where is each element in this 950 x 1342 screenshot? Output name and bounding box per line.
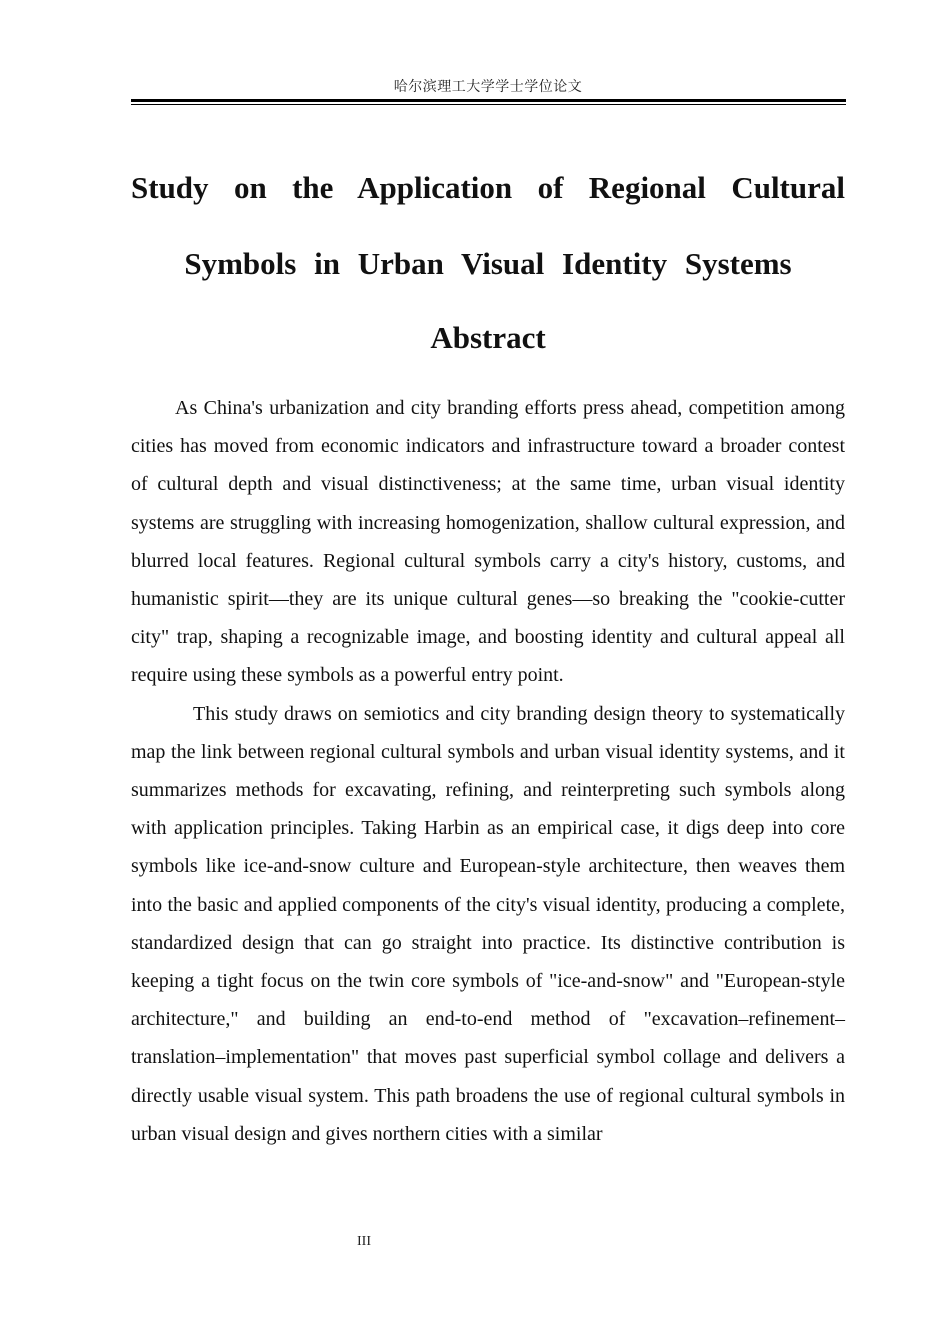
abstract-paragraph-2: This study draws on semiotics and city branding design theory to systematically map the link between regional cultural symbols and urban visual identity systems, and it summarizes methods for excavating, refining, and reinterpreting such symbols along with application principles. Taking Harbin as an empirical case, it digs deep into core symbols like ice-and-snow culture and European-style architecture, then weaves them into the basic and applied components of the city's visual identity, producing a complete, standardized design that can go straight into practice. Its distinctive contribution is keeping a tight focus on the twin core symbols of "ice-and-snow" and "European-style architecture," and building an end-to-end method of "excavation–refinement–translation–implementation" that moves past superficial symbol collage and delivers a directly usable visual system. This path broadens the use of regional cultural symbols in urban visual design and gives northern cities with a similar bbox=[131, 702, 845, 1145]
abstract-heading: Abstract bbox=[430, 320, 546, 355]
thesis-title-line-2: Symbols in Urban Visual Identity Systems bbox=[184, 246, 792, 281]
abstract-body bbox=[131, 389, 845, 1153]
header-rule-thick bbox=[131, 99, 846, 102]
thesis-title-line-1: Study on the Application of Regional Cultural bbox=[131, 170, 845, 205]
header-rule-thin bbox=[131, 104, 846, 105]
abstract-paragraph-1: As China's urbanization and city branding efforts press ahead, competition among cities has moved from economic indicators and infrastructure toward a broader contest of cultural depth and visual distinctiveness; at the same time, urban visual identity systems are struggling with increasing homogenization, shallow cultural expression, and blurred local features. Regional cultural symbols carry a city's history, customs, and humanistic spirit—they are its unique cultural genes—so breaking the "cookie-cutter city" trap, shaping a recognizable image, and boosting identity and cultural appeal all require using these symbols as a powerful entry point. bbox=[131, 397, 845, 687]
thesis-title bbox=[131, 150, 845, 302]
page-number: III bbox=[357, 1234, 371, 1249]
running-header: 哈尔滨理工大学学士学位论文 bbox=[393, 80, 583, 95]
